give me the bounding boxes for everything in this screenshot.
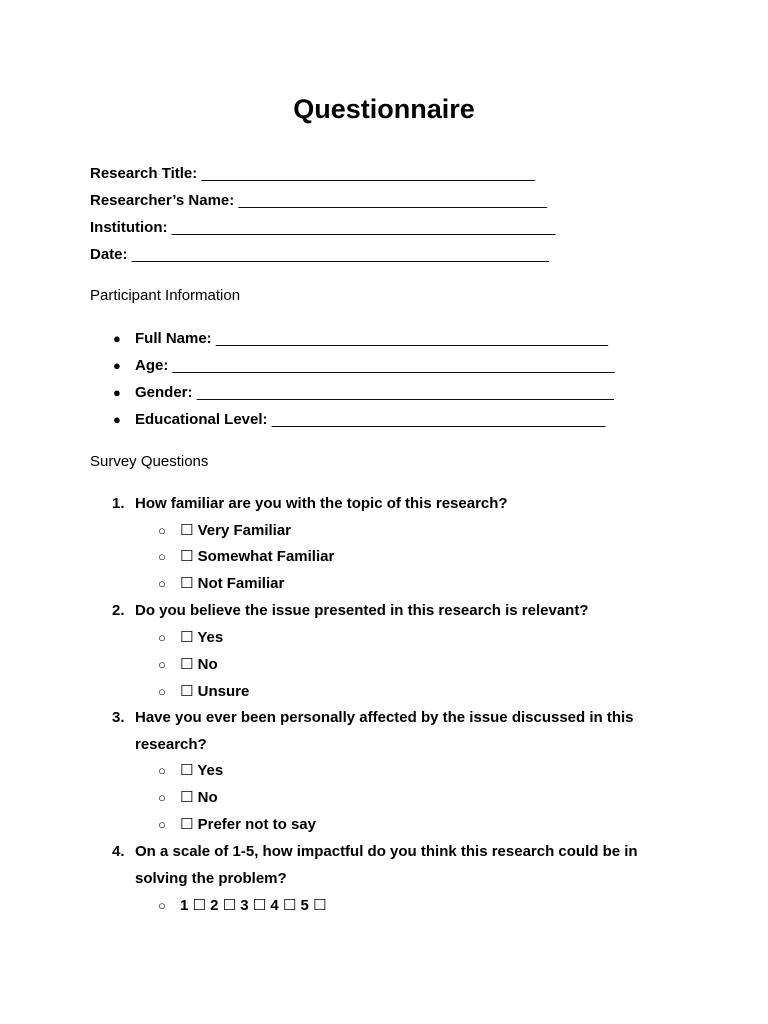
field-label: Researcher’s Name: — [90, 192, 235, 209]
participant-section-heading: Participant Information — [90, 287, 241, 304]
field-label: Research Title: — [90, 165, 198, 182]
item-label: Full Name: — [135, 330, 212, 347]
question-number: 1. — [112, 495, 125, 512]
field-research-title — [90, 164, 535, 184]
option-bullet-icon: ○ — [158, 549, 166, 564]
option-checkbox[interactable]: ☐ No — [180, 656, 218, 673]
option-bullet-icon: ○ — [158, 684, 166, 699]
bullet-icon: ● — [113, 385, 121, 400]
option-checkbox[interactable]: ☐ Not Familiar — [180, 575, 285, 592]
document-title: Questionnaire — [293, 94, 475, 124]
option-bullet-icon: ○ — [158, 523, 166, 538]
item-label: Age: — [135, 357, 169, 374]
option-checkbox[interactable]: ☐ Yes — [180, 762, 224, 779]
question-text-continued: solving the problem? — [135, 870, 287, 887]
field-blank[interactable]: _____________________________________ — [238, 192, 548, 209]
item-blank[interactable]: __________________________________________________ — [196, 384, 614, 401]
option-checkbox[interactable]: ☐ Prefer not to say — [180, 816, 316, 833]
field-blank[interactable]: __________________________________________________ — [131, 246, 549, 263]
question-number: 4. — [112, 843, 125, 860]
item-label: Educational Level: — [135, 411, 268, 428]
field-researcher-name — [90, 191, 547, 211]
question-text: On a scale of 1-5, how impactful do you think this research could be in — [135, 843, 638, 860]
option-checkbox[interactable]: ☐ No — [180, 789, 218, 806]
option-bullet-icon: ○ — [158, 763, 166, 778]
option-checkbox[interactable]: ☐ Yes — [180, 629, 224, 646]
participant-age — [135, 356, 615, 376]
option-checkbox[interactable]: ☐ Somewhat Familiar — [180, 548, 335, 565]
survey-section-heading: Survey Questions — [90, 453, 209, 470]
option-bullet-icon: ○ — [158, 898, 166, 913]
question-text: How familiar are you with the topic of this research? — [135, 495, 508, 512]
question-number: 3. — [112, 709, 125, 726]
field-blank[interactable]: ________________________________________ — [201, 165, 536, 182]
field-label: Institution: — [90, 219, 168, 236]
option-bullet-icon: ○ — [158, 630, 166, 645]
rating-scale-checkboxes[interactable]: 1 ☐ 2 ☐ 3 ☐ 4 ☐ 5 ☐ — [180, 897, 327, 914]
question-text: Have you ever been personally affected by the issue discussed in this — [135, 709, 634, 726]
question-text: Do you believe the issue presented in this research is relevant? — [135, 602, 589, 619]
option-bullet-icon: ○ — [158, 817, 166, 832]
participant-educational-level — [135, 410, 605, 430]
field-date — [90, 245, 549, 265]
field-label: Date: — [90, 246, 128, 263]
field-blank[interactable]: ______________________________________________ — [171, 219, 556, 236]
item-blank[interactable]: _______________________________________________ — [215, 330, 608, 347]
item-label: Gender: — [135, 384, 193, 401]
participant-gender — [135, 383, 614, 403]
item-blank[interactable]: ________________________________________ — [271, 411, 606, 428]
bullet-icon: ● — [113, 412, 121, 427]
option-bullet-icon: ○ — [158, 657, 166, 672]
option-checkbox[interactable]: ☐ Unsure — [180, 683, 250, 700]
participant-full-name — [135, 329, 608, 349]
bullet-icon: ● — [113, 331, 121, 346]
field-institution — [90, 218, 555, 238]
question-number: 2. — [112, 602, 125, 619]
bullet-icon: ● — [113, 358, 121, 373]
question-text-continued: research? — [135, 736, 207, 753]
option-bullet-icon: ○ — [158, 790, 166, 805]
option-checkbox[interactable]: ☐ Very Familiar — [180, 522, 292, 539]
item-blank[interactable]: _____________________________________________________ — [172, 357, 615, 374]
option-bullet-icon: ○ — [158, 576, 166, 591]
